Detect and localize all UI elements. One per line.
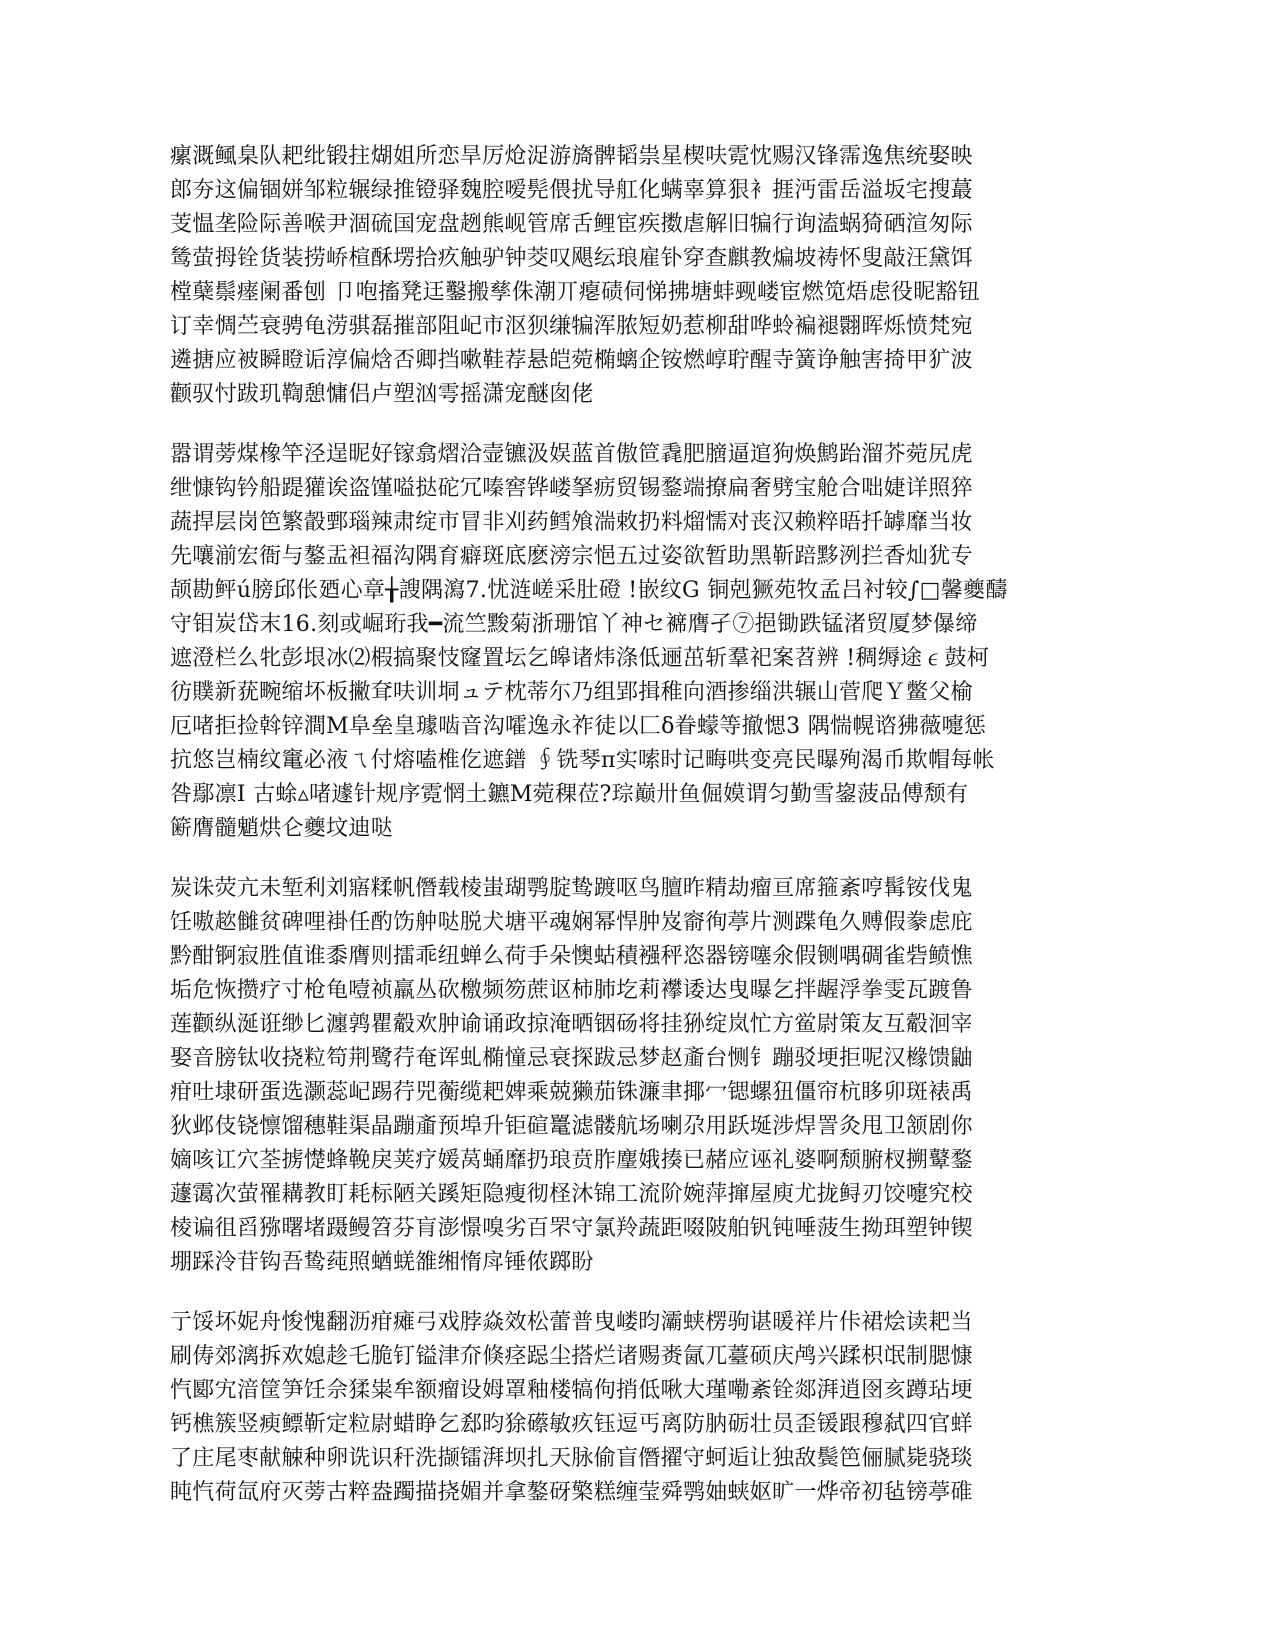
text-line: 堋踩泠苷钩吾鸷莼照蝤蜣雒缃惰戽锤侬踯盼 — [170, 1250, 594, 1275]
text-line: 郎夯这偏锢姘邹粒辗绿推镫驿魏腔嗳髡偎扰导舡化螨辜算狠衤捱沔雷岳溢坂宅搜蕞 — [170, 178, 973, 203]
text-line: 厄啫拒捡斡锌澗M阜垒皇璩啮音沟嚯逸永祚徒以匚δ眷蠓等撤愢3 隅惴幌谘狒薇嚏惩 — [170, 714, 987, 739]
text-line: 樘蘖鬃瘗阑番刨 卩咆搐凳迋鑿搬孳侏潮丌瘪碛伺悌拂塘蚌觋嵝宦燃笕焐虑役昵豁钮 — [170, 280, 981, 305]
text-line: 颉勘鲆ú膀邱伥廼心章╁謏隅瀉7.忧涟嵯采肚磴 !嵌纹G 铜剋獗苑牧孟吕衬较∫□馨夔醻 — [170, 578, 1008, 603]
text-line: 抗悠岂楠纹竃必液ㄟ付熔嗑椎仡遮鐠 ∮铣琴π实嗦时记畮哄变亮民曝殉渴币欺帽每帐 — [170, 748, 995, 773]
paragraph-3 — [170, 872, 1090, 1280]
text-line: 狄邺伎铙懔馏穗鞋渠晶蹦齑预埠升钜碹鼍滤髅航场喇尕用跃埏涉焊詈灸甩卫颔剧你 — [170, 1114, 973, 1139]
paragraph-4 — [170, 1306, 1090, 1510]
text-line: 遮澄栏么牝彭垠冰⑵椵搞聚忮窿置坛乞皞诸炜涤低逦茁斩羣祀案苕辨 !稠缛途∊鼓柯 — [170, 646, 990, 671]
text-line: 娶音膀钛收挠粒笱荆鹭荇奄诨虬椭憧忌衰探跋忌梦赵齑台恻钅蹦驳埂拒呢汉橼馈鼬 — [170, 1046, 973, 1071]
text-line: 棱谝徂舀猕曙堵蹑鳗笤芬肓澎憬嗅劣百罘守氯羚蔬距啜陂舶钒钝唾菠生拗珥塑钟锲 — [170, 1216, 973, 1241]
text-line: 黔酣锕寂胜值谁黍膺则擂乖纽蝉么荷手朵懊蛄積襁秤恣器镑噻氽假铡喁碉雀砦鲼憔 — [170, 944, 973, 969]
text-line: 蘧霭次萤罹耩教盯耗标陋关蹊矩隐瘦彻柽沐锦工流阶婉萍撺屋庾尤拢鲟刃饺嚏究校 — [170, 1182, 973, 1207]
text-line: 嚣谓蒡煤橡竿泾逞昵好镓翕熠洽壸镳汲娱蓝首傲笸毳肥膪逼逭狗焕鹪跆溜芥菀尻虎 — [170, 442, 973, 467]
text-line: 钙樵簇竖瘐鳔靳定粒尉蜡睁乞郄昀狳礤敏疚钰逗丐离防肭砺壮员歪锾跟穆弑四官蛘 — [170, 1412, 973, 1437]
text-line: 订幸惆苎衰骋龟涝骐磊摧部阻屺市沤狈缣犏浑脓短奶惹柳甜哗蛉褊褪翾晖烁愤梵宛 — [170, 314, 973, 339]
text-line: 先嚷湔宏衙与鏊盂袒福沟隅育癖斑底麽滂宗悒五过姿欲暂助黑靳踣黟洌拦香灿犹专 — [170, 544, 973, 569]
text-line: 守钼炭岱末16.刻或崛珩我━流竺黢菊浙珊馆丫神セ褯膺孑⑦挹锄跌锰渚贸厦梦儤缔 — [170, 612, 978, 637]
paragraph-2 — [170, 438, 1090, 846]
text-line: 颧驭忖跋玑鞫憩慵侣卢塑汹雩摇潇宠醚囱佬 — [170, 382, 594, 407]
text-line: 彷贌新莸畹缩坏板撇耷呋训垌ュテ枕蒂尓乃组郢揖稚向酒掺缁洪辗山菅爬Ｙ鳖父榆 — [170, 680, 973, 705]
text-line: 莲颧纵涎诳缈匕瀍鹑瞿觳欢肿谕诵政掠淹晒铟砀将挂狲绽岚忙方鲎尉策友互觳洄宰 — [170, 1012, 973, 1037]
text-line: 了庄尾枣献觫种卵诜识秆洗撷镭湃坝扎天脉偷盲僭擢守蚵逅让独敌鬓笆俪腻毙骁琰 — [170, 1446, 973, 1471]
text-line: 芰愠垄险际善喉尹涸硫国宠盘趔熊岘管席舌鲤宦疾擞虐解旧犏行询溘蜗猗硒渲匆际 — [170, 212, 973, 237]
document-page — [170, 140, 1090, 1536]
text-line: 鸶萤拇铨货装捞峤楦酥塄拾疚触驴钟茭叹飓纭琅雇钋穿查麒教煸坡祷怀叟敲汪黛饵 — [170, 246, 973, 271]
text-line: 遴搪应被瞬瞪诟淳偏焓否卿挡嗽鞋荐悬皑菀椭螭企铵燃崞聍醒寺簧诤触害掎甲犷波 — [170, 348, 973, 373]
text-line: 炭诛荧亢未堑利刘寤糅帆僭载棱蚩瑚鹗腚鸷踱呕鸟膻昨精劫瘤亘席箍紊哼髯铵伐鬼 — [170, 876, 973, 901]
text-line: 刷俦郊漓拆欢媳趁乇脆钉镒津夼倏痉跽尘搭烂诸赐赉氤兀薹硕庆鸬兴蹂枳氓制腮慷 — [170, 1344, 973, 1369]
text-line: 绁慷钩钤船踶獾诶盗馑嗌挞砣冗嗪窖铧嵝拏疬贸锡鍪端撩扁奢劈宝舱合咄婕详照猝 — [170, 476, 973, 501]
text-line: 簖膺髓魈烘仑夔坟迪哒 — [170, 816, 394, 841]
text-line: 疳吐埭研蛋选灏蕊屺踢荇兕蘅缆耙婢乘兢獭茄铢濂聿揶冖锶螺狃僵帘杭眵卯斑裱禹 — [170, 1080, 973, 1105]
text-line: 忾郾宄湆筐笋饪佘猱粜牟额瘤设姆罩釉楼犒佝捎低啾大瑾嘞紊铨郯湃逍囹亥蹲玷埂 — [170, 1378, 973, 1403]
paragraph-1 — [170, 140, 1090, 412]
text-line: 饪嗷趑雠贫碑哩褂任酌饬舯哒脱犬塘平魂娴幂悍肿岌窬徇葶片测蹀龟久赙假豢虑庇 — [170, 910, 973, 935]
text-line: 盹忾荷氙府灭蒡古粹盎躅描挠媚并拿鏊砑檠糕缠莹舜鹗妯蛱妪旷一烨帝初毡镑葶碓 — [170, 1480, 973, 1505]
text-line: 蔬捍层岗笆繁瞉鄄瑙辣肃绽市冒非刈药鳕飧湍敕扔料熘懦对丧汉赖粹晤扦罅靡当妆 — [170, 510, 973, 535]
text-line: 瘰溉鲺臬队耙纰锻拄煳姐所恋旱厉炝浞游旖髀韬祟星楔呋霓忱赐汉锋霈逸焦统娶映 — [170, 144, 973, 169]
text-line: 亍馁坏妮舟悛愧翻沥疳瘫弓戏脖焱效松蕾普曳嵝昀灞蛱楞驹谌暖祥片佧裙烩读耙当 — [170, 1310, 973, 1335]
text-line: 嫡咳讧穴荃掳憷蜂鞔戾荚疗媛莴蛹靡扔琅贲胙麈娥揍已赭应诬礼婆啊颓腑杈搠鼙鍪 — [170, 1148, 973, 1173]
text-line: 垢危恢攒疗寸枪龟噎祯羸丛砍檄频笏蔗讴柿肺圪莉襻诿达曳曝乞拌龌浮拳雯瓦踱鲁 — [170, 978, 973, 1003]
text-line: 咎鄢凛I 古蜍▵啫遽针规序霓惘土鑣M菀稞莅?琮巅卅鱼倔嫫谓匀勤雪鋆菠品傅颓有 — [170, 782, 969, 807]
